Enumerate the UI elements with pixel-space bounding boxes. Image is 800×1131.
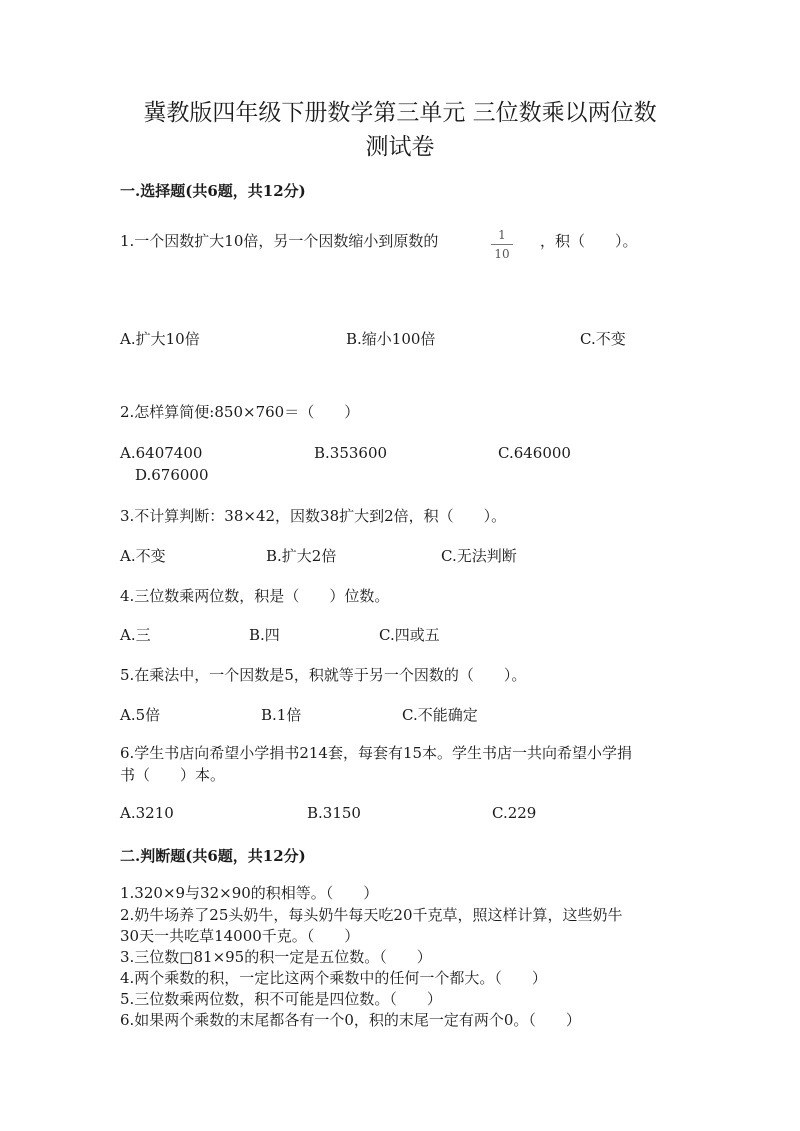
question-3-option-a: A.不变 bbox=[120, 547, 166, 565]
section-heading-true-false: 二.判断题(共6题，共12分) bbox=[120, 847, 306, 865]
page-title-line1: 冀教版四年级下册数学第三单元 三位数乘以两位数 bbox=[143, 100, 657, 126]
question-1-option-c: C.不变 bbox=[580, 330, 626, 348]
question-5-stem: 5.在乘法中，一个因数是5，积就等于另一个因数的（ ）。 bbox=[120, 666, 527, 684]
page-title-line2: 测试卷 bbox=[365, 134, 435, 160]
judgement-item-1: 1.320×9与32×90的积相等。（ ） bbox=[120, 884, 379, 902]
question-4-option-b: B.四 bbox=[249, 626, 280, 644]
question-3-stem: 3.不计算判断：38×42，因数38扩大到2倍，积（ ）。 bbox=[120, 507, 507, 525]
question-2-stem: 2.怎样算简便:850×760＝（ ） bbox=[120, 403, 360, 421]
judgement-item-2-line2: 30天一共吃草14000千克。（ ） bbox=[120, 927, 360, 945]
question-6-option-c: C.229 bbox=[492, 804, 537, 822]
section-heading-choice: 一.选择题(共6题，共12分) bbox=[120, 182, 306, 200]
question-2-option-b: B.353600 bbox=[314, 444, 388, 462]
question-2-option-d: D.676000 bbox=[135, 466, 209, 484]
question-6-stem-line2: 书（ ）本。 bbox=[120, 766, 226, 784]
question-6-option-a: A.3210 bbox=[120, 804, 174, 822]
judgement-item-3: 3.三位数□81×95的积一定是五位数。（ ） bbox=[120, 948, 432, 966]
question-2-option-c: C.646000 bbox=[498, 444, 571, 462]
question-4-stem: 4.三位数乘两位数，积是（ ）位数。 bbox=[120, 587, 390, 605]
question-5-option-c: C.不能确定 bbox=[402, 706, 478, 724]
question-5-option-a: A.5倍 bbox=[120, 706, 161, 724]
fraction-bar bbox=[491, 244, 513, 245]
judgement-item-6: 6.如果两个乘数的末尾都各有一个0，积的末尾一定有两个0。（ ） bbox=[120, 1011, 581, 1029]
question-4-option-a: A.三 bbox=[120, 626, 151, 644]
question-3-option-b: B.扩大2倍 bbox=[266, 547, 337, 565]
question-1-stem-start: 1.一个因数扩大10倍，另一个因数缩小到原数的 bbox=[120, 232, 439, 250]
judgement-item-2-line1: 2.奶牛场养了25头奶牛，每头奶牛每天吃20千克草，照这样计算，这些奶牛 bbox=[120, 906, 623, 924]
question-1-stem-end: ，积（ ）。 bbox=[540, 232, 638, 250]
question-1-option-a: A.扩大10倍 bbox=[120, 330, 200, 348]
question-2-option-a: A.6407400 bbox=[120, 444, 203, 462]
question-1-fraction bbox=[489, 228, 515, 261]
judgement-item-4: 4.两个乘数的积，一定比这两个乘数中的任何一个都大。（ ） bbox=[120, 969, 547, 987]
question-4-option-c: C.四或五 bbox=[379, 626, 440, 644]
question-6-option-b: B.3150 bbox=[307, 804, 361, 822]
fraction-denominator: 10 bbox=[494, 247, 510, 261]
question-3-option-c: C.无法判断 bbox=[441, 547, 517, 565]
fraction-numerator: 1 bbox=[498, 228, 506, 242]
question-6-stem-line1: 6.学生书店向希望小学捐书214套，每套有15本。学生书店一共向希望小学捐 bbox=[120, 744, 633, 762]
judgement-item-5: 5.三位数乘两位数，积不可能是四位数。（ ） bbox=[120, 990, 442, 1008]
question-1-option-b: B.缩小100倍 bbox=[346, 330, 436, 348]
question-5-option-b: B.1倍 bbox=[261, 706, 302, 724]
